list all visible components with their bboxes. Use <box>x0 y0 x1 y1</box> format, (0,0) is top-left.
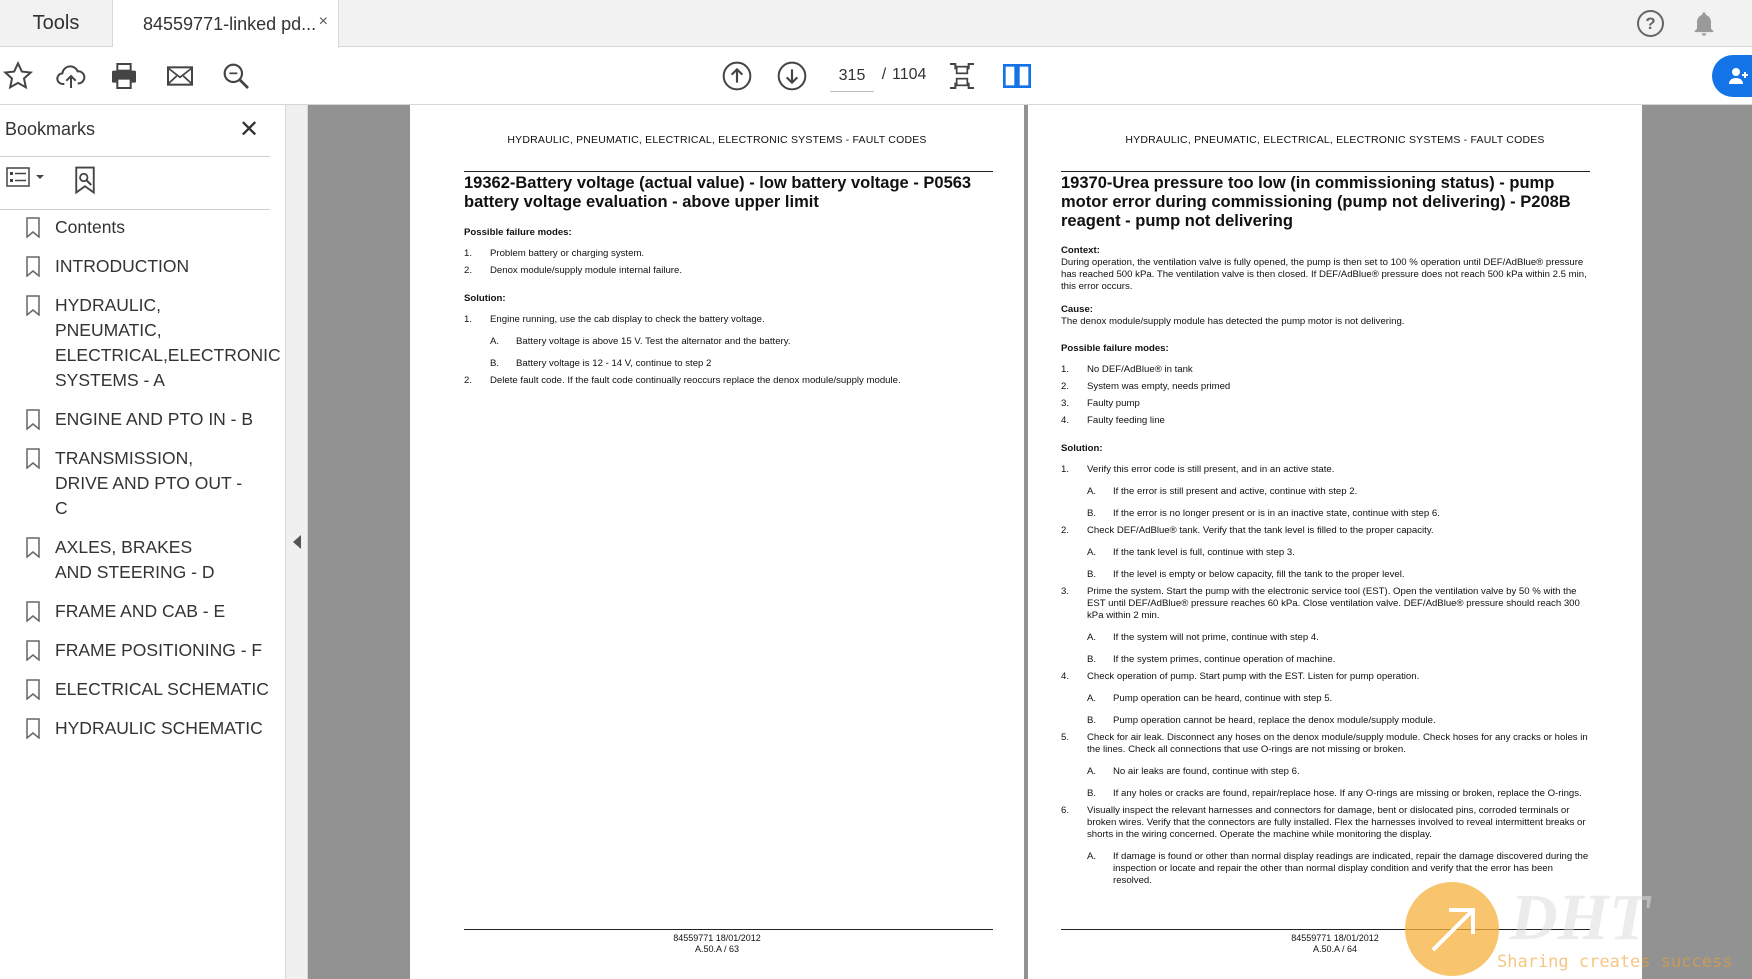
zoom-search-icon[interactable] <box>218 58 254 94</box>
section-title: 19362-Battery voltage (actual value) - low battery voltage - P0563 battery voltage evaluation - above upper limit <box>464 174 972 211</box>
list-number: A. <box>1087 851 1097 862</box>
list-number: A. <box>1087 693 1097 704</box>
bookmark-label: Contents <box>55 217 126 237</box>
bookmark-search-icon <box>70 165 100 195</box>
watermark-logo: DHT <box>1510 881 1650 954</box>
rule <box>464 171 993 172</box>
watermark-logo-circle <box>1405 882 1499 976</box>
bookmarks-title: Bookmarks <box>5 119 96 139</box>
document-view[interactable] <box>308 105 1752 979</box>
solution-label: Solution: <box>1061 443 1103 454</box>
collapse-panel-handle[interactable] <box>286 105 308 979</box>
list-text: Check for air leak. Disconnect any hoses on the denox module/supply module. Check hoses for any cracks or holes in the lines. Check all connections that use O-rings are not missing or broken. <box>1087 732 1588 755</box>
list-number: 5. <box>1061 732 1070 743</box>
cloud-upload-icon[interactable] <box>53 58 89 94</box>
bookmark-item[interactable] <box>0 638 270 663</box>
close-icon[interactable]: × <box>318 13 328 30</box>
bookmark-item[interactable] <box>0 716 270 741</box>
bookmark-label: TRANSMISSION, DRIVE AND PTO OUT - C <box>55 448 243 518</box>
bookmark-label: HYDRAULIC SCHEMATIC <box>55 718 263 738</box>
list-number: 1. <box>1061 364 1070 375</box>
watermark-slogan: Sharing creates success <box>1497 952 1733 972</box>
list-number: 6. <box>1061 805 1070 816</box>
bookmark-item[interactable] <box>0 446 270 521</box>
list-text: Check operation of pump. Start pump with the EST. Listen for pump operation. <box>1087 671 1420 682</box>
bookmark-item[interactable] <box>0 293 281 393</box>
list-number: 2. <box>464 375 473 386</box>
list-text: Verify this error code is still present, and in an active state. <box>1087 464 1335 475</box>
bookmark-item[interactable] <box>0 215 270 240</box>
list-text: Denox module/supply module internal failure. <box>490 265 682 276</box>
list-number: 1. <box>464 248 473 259</box>
divider <box>0 209 270 210</box>
list-text: Battery voltage is above 15 V. Test the alternator and the battery. <box>516 336 791 347</box>
page-body <box>1061 245 1590 897</box>
bookmark-icon <box>26 537 40 558</box>
page-separator: / <box>881 66 887 83</box>
toolbar <box>0 48 1752 105</box>
bookmark-icon <box>26 640 40 661</box>
list-text: If the system will not prime, continue with step 4. <box>1113 632 1319 643</box>
bookmark-item[interactable] <box>0 535 270 585</box>
cause-text: The denox module/supply module has detected the pump motor is not delivering. <box>1061 316 1405 327</box>
rule <box>464 929 993 930</box>
tab-bar <box>0 0 1752 47</box>
list-number: A. <box>1087 766 1097 777</box>
next-page-icon[interactable] <box>774 58 810 94</box>
list-number: 1. <box>1061 464 1070 475</box>
add-bookmark-button[interactable] <box>70 165 100 200</box>
page-header: HYDRAULIC, PNEUMATIC, ELECTRICAL, ELECTRONIC SYSTEMS - FAULT CODES <box>1125 134 1545 146</box>
bookmark-label: HYDRAULIC, PNEUMATIC, ELECTRICAL,ELECTRONIC SYSTEMS - A <box>55 295 281 390</box>
bookmark-icon <box>26 448 40 469</box>
previous-page-icon[interactable] <box>719 58 755 94</box>
page-footer-code: 84559771 18/01/2012 <box>1291 933 1379 943</box>
list-number: B. <box>490 358 500 369</box>
context-text: During operation, the ventilation valve is fully opened, the pump is then set to 100 % operation until DEF/AdBlue® pressure has reached 500 kPa. The ventilation valve is then closed. If DEF/AdBlue® pressure does not reach 500 kPa within 2.5 min, this error occurs. <box>1061 257 1587 292</box>
list-number: 4. <box>1061 415 1070 426</box>
bookmark-icon <box>26 295 40 316</box>
list-text: System was empty, needs primed <box>1087 381 1231 392</box>
two-page-view-icon[interactable] <box>999 58 1035 94</box>
section-title: 19370-Urea pressure too low (in commissioning status) - pump motor error during commissioning (pump not delivering) - P208B reagent - pump not delivering <box>1061 174 1571 230</box>
tab-document-label: 84559771-linked pd... <box>143 13 317 34</box>
page-body <box>464 227 993 397</box>
list-text: Visually inspect the relevant harnesses and connectors for damage, bent or dislocated pins, corroded terminals or broken wires. Verify that the connectors are fully installed. Flex the harnesses involved to reveal intermittent breaks or shorts in the wiring concerned. Operate the machine while monitoring the display. <box>1087 805 1586 840</box>
pdf-page-left <box>410 105 1024 979</box>
list-text: If the system primes, continue operation of machine. <box>1113 654 1336 665</box>
failure-modes-label: Possible failure modes: <box>464 227 572 238</box>
list-text: No DEF/AdBlue® in tank <box>1087 364 1193 375</box>
add-user-icon <box>1726 64 1750 88</box>
page-footer-number: A.50.A / 64 <box>1312 944 1358 954</box>
list-text: If the error is still present and active, continue with step 2. <box>1113 486 1358 497</box>
bookmark-label: ELECTRICAL SCHEMATIC <box>55 679 269 699</box>
page-header: HYDRAULIC, PNEUMATIC, ELECTRICAL, ELECTRONIC SYSTEMS - FAULT CODES <box>507 134 927 146</box>
failure-modes-label: Possible failure modes: <box>1061 343 1169 354</box>
bookmark-item[interactable] <box>0 599 270 624</box>
list-text: If the level is empty or below capacity, fill the tank to the proper level. <box>1113 569 1405 580</box>
bookmark-item[interactable] <box>0 407 270 432</box>
list-text: Engine running, use the cab display to check the battery voltage. <box>490 314 765 325</box>
fit-page-icon[interactable] <box>944 58 980 94</box>
list-number: B. <box>1087 788 1097 799</box>
list-text: Prime the system. Start the pump with the electronic service tool (EST). Open the ventilation valve by 50 % with the EST until DEF/AdBlue® pressure reaches 60 kPa. Close ventilation valve. DEF/AdBlue® pressure should reach 300 kPa within 2 min. <box>1087 586 1580 621</box>
help-icon[interactable]: ? <box>1637 10 1664 37</box>
arrow-icon <box>1405 882 1499 976</box>
list-number: A. <box>490 336 500 347</box>
list-number: 2. <box>1061 381 1070 392</box>
list-number: B. <box>1087 715 1097 726</box>
divider <box>0 156 270 157</box>
list-text: If damage is found or other than normal display readings are indicated, repair the damage discovered during the inspection or locate and repair the other than normal display condition and verify that the error has been resolved. <box>1113 851 1589 886</box>
context-label: Context: <box>1061 245 1100 256</box>
list-text: No air leaks are found, continue with step 6. <box>1113 766 1300 777</box>
list-text: Pump operation can be heard, continue with step 5. <box>1113 693 1333 704</box>
page-total: 1104 <box>892 66 927 83</box>
list-number: B. <box>1087 569 1097 580</box>
page-number-input[interactable]: 315 <box>830 60 874 92</box>
rule <box>1061 171 1590 172</box>
solution-label: Solution: <box>464 293 506 304</box>
tab-document[interactable] <box>113 0 339 48</box>
bookmark-label: ENGINE AND PTO IN - B <box>55 409 254 429</box>
bookmark-label: AXLES, BRAKES AND STEERING - D <box>55 537 215 582</box>
bookmark-icon <box>26 718 40 739</box>
bookmarks-panel <box>0 105 286 979</box>
bookmark-label: FRAME POSITIONING - F <box>55 640 263 660</box>
cause-label: Cause: <box>1061 304 1093 315</box>
list-text: If the error is no longer present or is in an inactive state, continue with step 6. <box>1113 508 1440 519</box>
list-text: Pump operation cannot be heard, replace the denox module/supply module. <box>1113 715 1436 726</box>
options-menu-button[interactable] <box>6 165 48 194</box>
bookmark-icon <box>26 217 40 238</box>
bookmark-icon <box>26 409 40 430</box>
bookmark-icon <box>26 256 40 277</box>
list-text: Faulty pump <box>1087 398 1140 409</box>
list-number: 2. <box>464 265 473 276</box>
bell-icon[interactable] <box>1690 10 1718 38</box>
list-number: A. <box>1087 547 1097 558</box>
bookmark-label: INTRODUCTION <box>55 256 190 276</box>
bookmark-list <box>0 215 281 755</box>
list-number: 2. <box>1061 525 1070 536</box>
pdf-page-right <box>1028 105 1642 979</box>
list-number: A. <box>1087 486 1097 497</box>
list-options-icon <box>6 165 48 189</box>
bookmark-icon <box>26 679 40 700</box>
star-icon[interactable] <box>0 58 36 94</box>
list-number: 3. <box>1061 586 1070 597</box>
list-text: Delete fault code. If the fault code continually reoccurs replace the denox module/supply module. <box>490 375 901 386</box>
list-number: 4. <box>1061 671 1070 682</box>
bookmark-item[interactable] <box>0 677 270 702</box>
page-footer-number: A.50.A / 63 <box>694 944 740 954</box>
chevron-left-icon <box>293 535 301 549</box>
tab-tools[interactable]: Tools <box>0 0 113 47</box>
list-number: 3. <box>1061 398 1070 409</box>
list-text: Faulty feeding line <box>1087 415 1165 426</box>
list-number: A. <box>1087 632 1097 643</box>
list-number: B. <box>1087 654 1097 665</box>
bookmark-label: FRAME AND CAB - E <box>55 601 226 621</box>
bookmark-item[interactable] <box>0 254 270 279</box>
page-footer-code: 84559771 18/01/2012 <box>673 933 761 943</box>
share-button[interactable] <box>1712 55 1752 97</box>
list-number: B. <box>1087 508 1097 519</box>
print-icon[interactable] <box>106 58 142 94</box>
list-text: Problem battery or charging system. <box>490 248 645 259</box>
bookmark-icon <box>26 601 40 622</box>
list-text: If any holes or cracks are found, repair/replace hose. If any O-rings are missing or broken, replace the O-rings. <box>1113 788 1582 799</box>
close-panel-icon[interactable]: ✕ <box>239 116 260 143</box>
list-text: Check DEF/AdBlue® tank. Verify that the tank level is filled to the proper capacity. <box>1087 525 1434 536</box>
list-text: If the tank level is full, continue with step 3. <box>1113 547 1295 558</box>
list-text: Battery voltage is 12 - 14 V, continue to step 2 <box>516 358 712 369</box>
mail-icon[interactable] <box>162 58 198 94</box>
list-number: 1. <box>464 314 473 325</box>
